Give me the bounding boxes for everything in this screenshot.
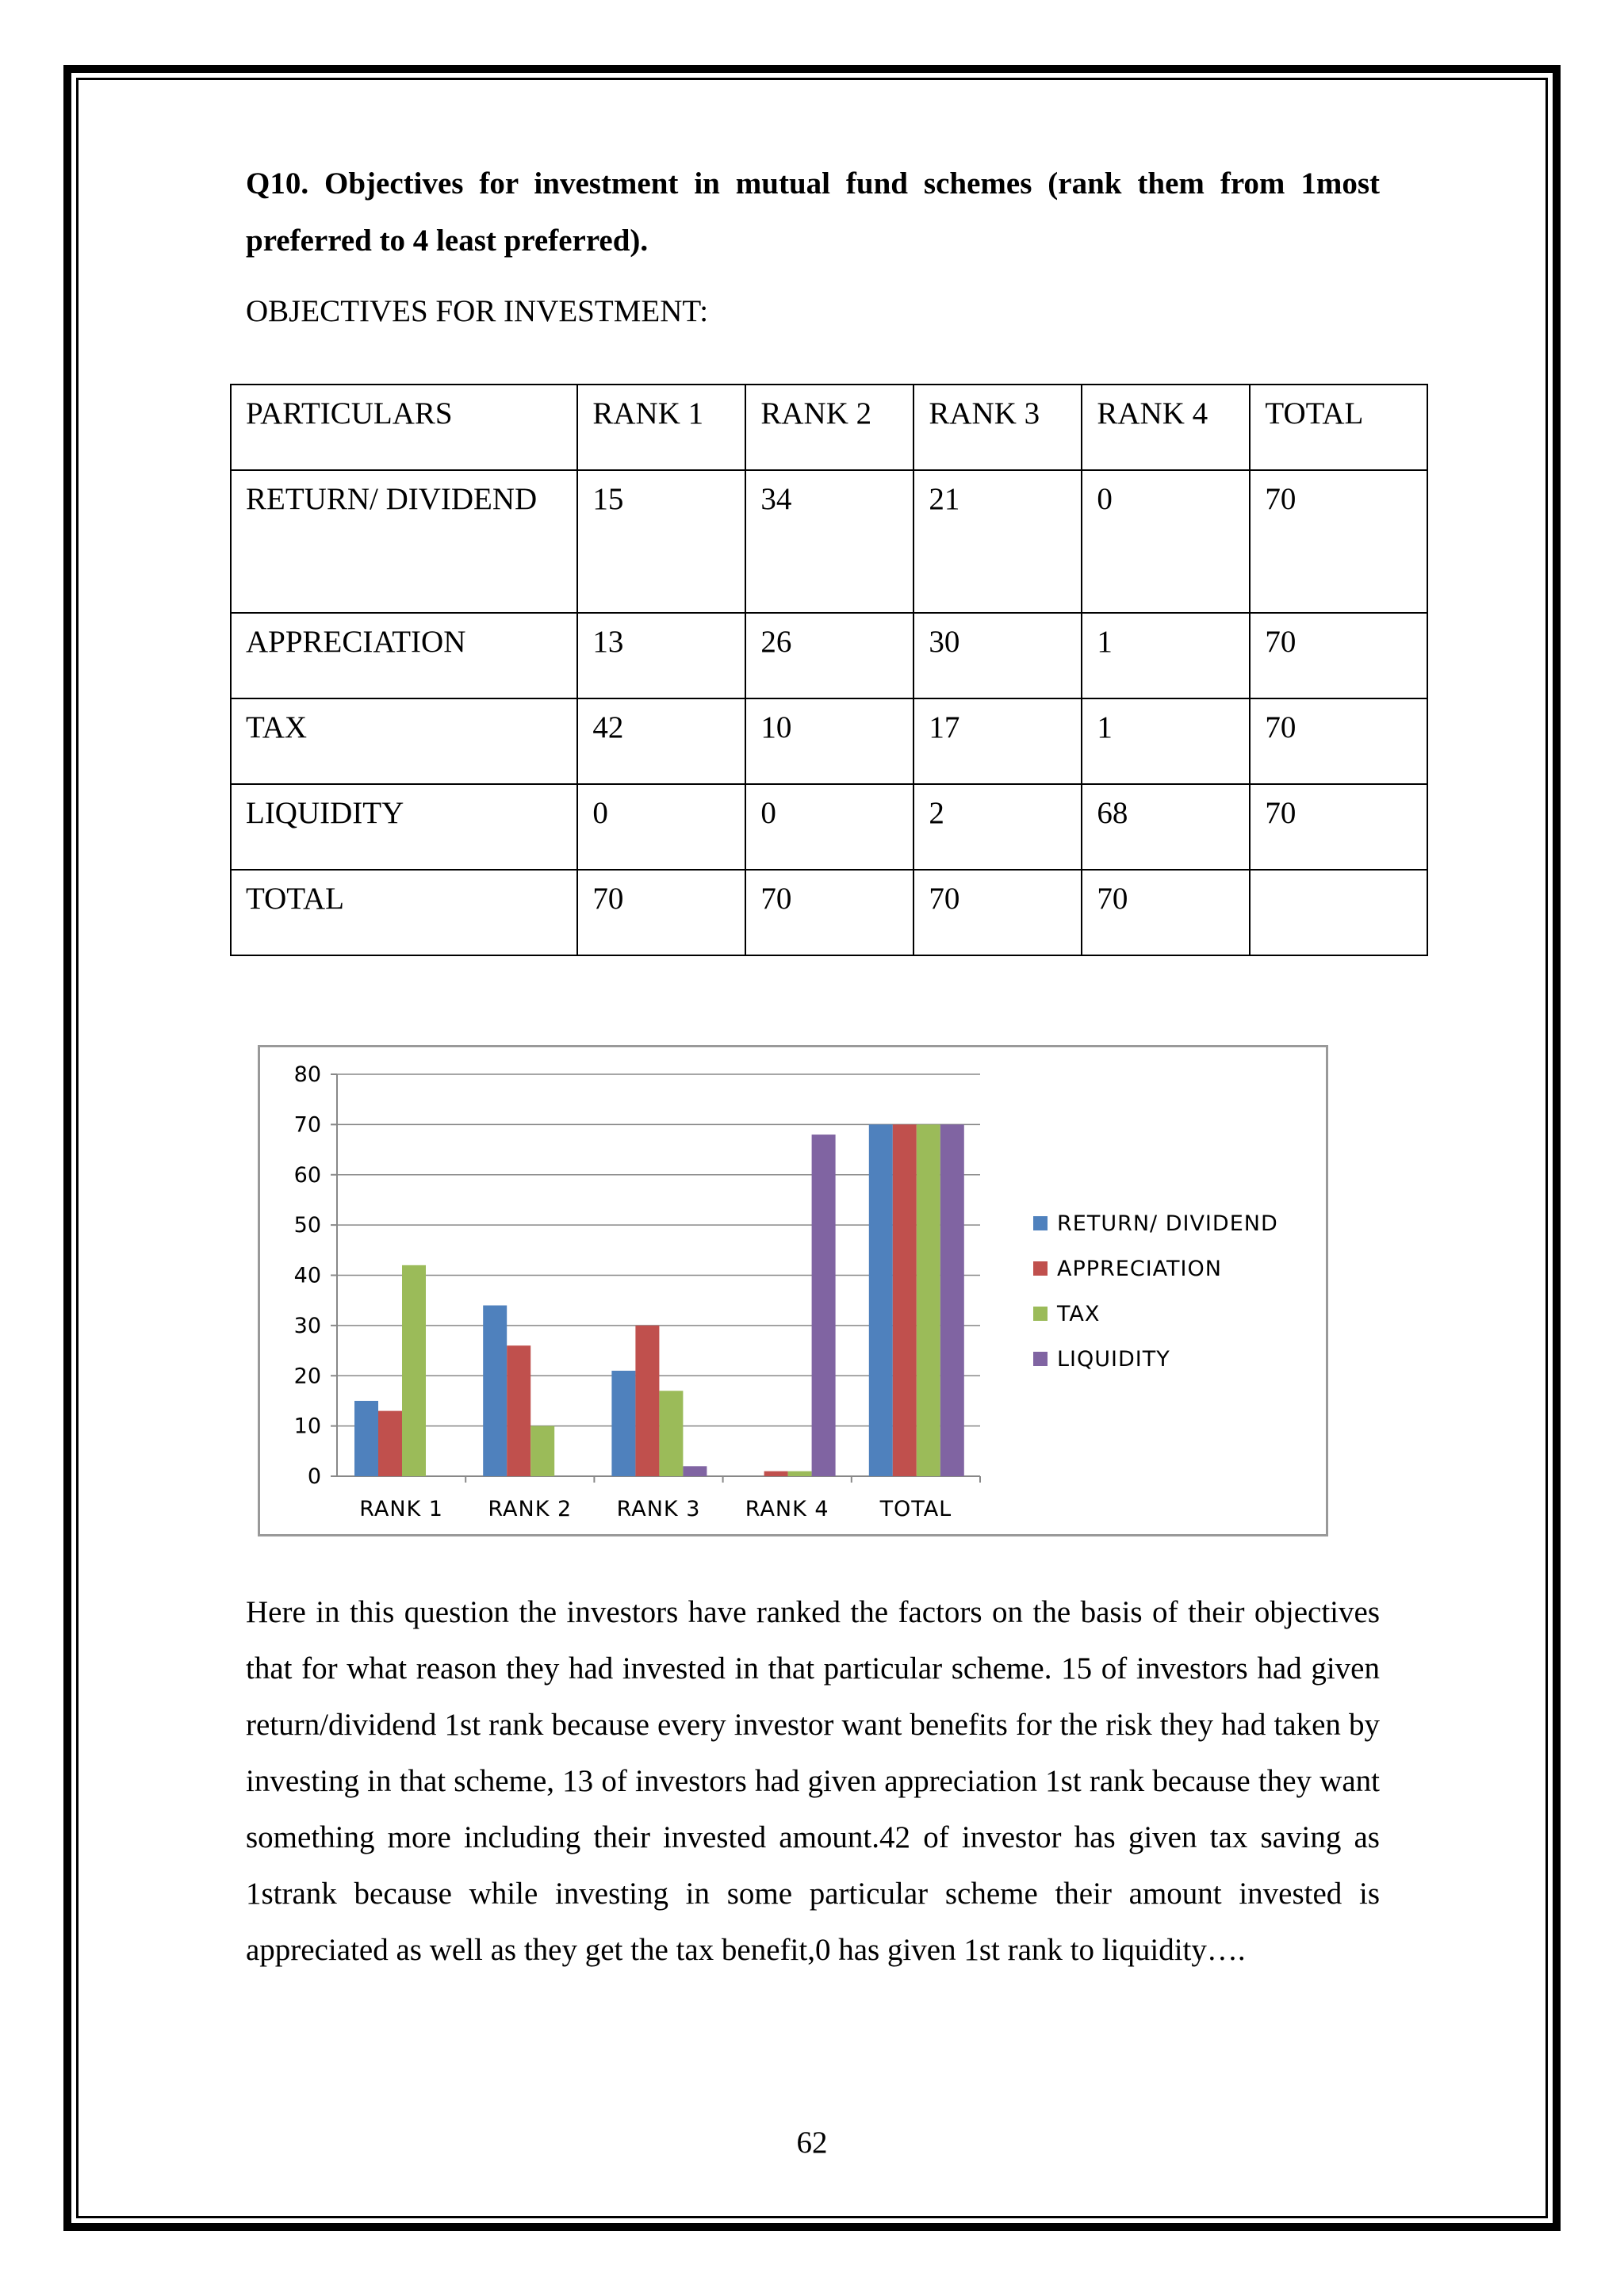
bar xyxy=(378,1411,402,1476)
legend-label: RETURN/ DIVIDEND xyxy=(1057,1211,1278,1236)
table-cell: 70 xyxy=(1250,784,1427,870)
bar xyxy=(354,1401,378,1476)
y-tick-label: 20 xyxy=(293,1364,321,1389)
bar xyxy=(893,1124,917,1476)
table-cell: 70 xyxy=(1250,613,1427,698)
table-cell: 70 xyxy=(577,870,745,955)
table-cell: 1 xyxy=(1082,698,1250,784)
table-cell: 70 xyxy=(1250,698,1427,784)
table-cell: 68 xyxy=(1082,784,1250,870)
bar xyxy=(869,1124,893,1476)
table-row xyxy=(231,698,1427,784)
table-cell: 26 xyxy=(745,613,914,698)
bar xyxy=(917,1124,940,1476)
legend-label: TAX xyxy=(1057,1302,1101,1326)
table-cell: TOTAL xyxy=(231,870,577,955)
bar xyxy=(764,1471,788,1476)
chart-svg xyxy=(260,1047,1326,1534)
bar xyxy=(788,1471,812,1476)
y-tick-label: 10 xyxy=(293,1414,321,1439)
y-tick-label: 40 xyxy=(293,1263,321,1288)
table-cell: 30 xyxy=(914,613,1082,698)
bar xyxy=(530,1426,554,1476)
table-row xyxy=(231,870,1427,955)
bar xyxy=(483,1306,507,1476)
table-cell: 21 xyxy=(914,470,1082,613)
table-header-cell: RANK 2 xyxy=(745,385,914,470)
question-title: Q10. Objectives for investment in mutual fund schemes (rank them from 1most preferred to 4 least preferred). xyxy=(246,166,1380,258)
bar xyxy=(940,1124,964,1476)
table-cell: 42 xyxy=(577,698,745,784)
y-tick-label: 70 xyxy=(293,1112,321,1138)
legend-label: LIQUIDITY xyxy=(1057,1347,1170,1372)
x-tick-label: RANK 3 xyxy=(616,1497,701,1521)
objectives-bar-chart xyxy=(258,1045,1328,1536)
legend-label: APPRECIATION xyxy=(1057,1257,1222,1281)
table-cell: RETURN/ DIVIDEND xyxy=(231,470,577,613)
bar xyxy=(507,1345,530,1476)
table-cell: 70 xyxy=(1250,470,1427,613)
table-header-cell: RANK 4 xyxy=(1082,385,1250,470)
y-tick-label: 60 xyxy=(293,1162,321,1188)
legend-swatch xyxy=(1033,1352,1048,1366)
table-cell: 13 xyxy=(577,613,745,698)
bar xyxy=(635,1326,659,1476)
bar xyxy=(402,1265,426,1476)
table-cell: 34 xyxy=(745,470,914,613)
table-row xyxy=(231,470,1427,613)
table-cell: LIQUIDITY xyxy=(231,784,577,870)
table-cell: 1 xyxy=(1082,613,1250,698)
analysis-paragraph: Here in this question the investors have ranked the factors on the basis of their objectives that for what reason they had invested in that particular scheme. 15 of investors had given return/dividend 1st rank because every investor want benefits for the risk they had taken by investing in that scheme, 13 of investors had given appreciation 1st rank because they want something more including their invested amount.42 of investor has given tax saving as 1strank because while investing in some particular scheme their amount invested is appreciated as well as they get the tax benefit,0 has given 1st rank to liquidity…. xyxy=(246,1595,1380,1967)
y-tick-label: 30 xyxy=(293,1313,321,1338)
table-cell: 0 xyxy=(745,784,914,870)
table-row xyxy=(231,784,1427,870)
y-tick-label: 80 xyxy=(293,1062,321,1087)
table-caption: OBJECTIVES FOR INVESTMENT: xyxy=(246,294,709,328)
table-cell: 10 xyxy=(745,698,914,784)
table-header-row xyxy=(231,385,1427,470)
x-tick-label: RANK 2 xyxy=(488,1497,573,1521)
bar xyxy=(659,1391,683,1476)
legend-swatch xyxy=(1033,1307,1048,1321)
table-cell: 2 xyxy=(914,784,1082,870)
y-tick-label: 50 xyxy=(293,1213,321,1238)
table-cell: 70 xyxy=(914,870,1082,955)
bar xyxy=(812,1135,836,1476)
x-tick-label: RANK 1 xyxy=(359,1497,444,1521)
table-row xyxy=(231,613,1427,698)
x-tick-label: RANK 4 xyxy=(745,1497,829,1521)
table-cell: TAX xyxy=(231,698,577,784)
objectives-table xyxy=(230,384,1428,956)
x-tick-label: TOTAL xyxy=(879,1497,952,1521)
page-number: 62 xyxy=(796,2126,828,2160)
table-cell: 15 xyxy=(577,470,745,613)
table-cell: 17 xyxy=(914,698,1082,784)
table-cell: 70 xyxy=(1082,870,1250,955)
table-cell xyxy=(1250,870,1427,955)
table-cell: APPRECIATION xyxy=(231,613,577,698)
bar xyxy=(611,1371,635,1476)
table-header-cell: TOTAL xyxy=(1250,385,1427,470)
bar xyxy=(683,1466,707,1476)
legend-swatch xyxy=(1033,1261,1048,1276)
table-header-cell: RANK 1 xyxy=(577,385,745,470)
y-tick-label: 0 xyxy=(307,1464,321,1489)
table-cell: 70 xyxy=(745,870,914,955)
legend-swatch xyxy=(1033,1216,1048,1230)
table-cell: 0 xyxy=(1082,470,1250,613)
table-header-cell: PARTICULARS xyxy=(231,385,577,470)
table-cell: 0 xyxy=(577,784,745,870)
table-header-cell: RANK 3 xyxy=(914,385,1082,470)
